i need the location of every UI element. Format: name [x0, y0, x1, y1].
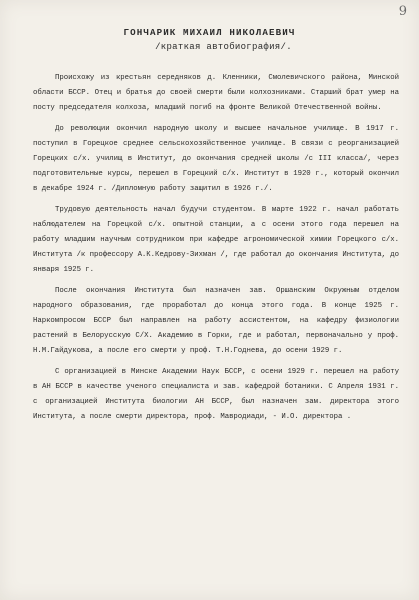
paragraph-early-work: Трудовую деятельность начал будучи студентом. В марте 1922 г. начал работать наблюдателем на Горецкой с/х. опытной станции, а с осени этого года перешел на работу младшим научным сотрудником при кафедре агрономической химии Горецкого с/х. Института /к профессору А.К.Кедрову-Зихман /, где работал до окончания Института, до января 1925 г.	[33, 206, 399, 274]
document-subtitle: /краткая автобиография/.	[155, 42, 292, 52]
page-number: 9	[398, 4, 407, 19]
paragraph-education: До революции окончил народную школу и высшее начальное училище. В 1917 г. поступил в Горецкое среднее сельскохозяйственное училище. В связи с реорганизацией Горецких с/х. училищ в Институт, до окончания средней школы /с III класса/, через подготовительные курсы, перешел в Горецкий с/х. Институт в 1920 г., который окончил в декабре 1924 г. /Дипломную работу защитил в 1926 г./.	[33, 125, 399, 193]
document-heading	[0, 26, 419, 54]
author-name: ГОНЧАРИК МИХАИЛ НИКОЛАЕВИЧ	[123, 27, 296, 38]
paragraph-origin: Происхожу из крестьян середняков д. Кленники, Смолевичского района, Минской области БССР. Отец и братья до своей смерти были колхозниками. Старший брат умер на посту председателя колхоза, младший погиб на фронте Великой Отечественной войны.	[33, 74, 399, 112]
paragraph-career: После окончания Института был назначен зав. Оршанским Окружным отделом народного образования, где проработал до конца этого года. В конце 1925 г. Наркомпросом БССР был направлен на работу ассистентом, на кафедру физиологии растений в Белорусскую С/Х. Академию в Горки, где и работал, первоначально у проф. Н.М.Гайдукова, а после его смерти у проф. Т.Н.Годнева, до осени 1929 г.	[33, 287, 399, 355]
paragraph-academy: С организацией в Минске Академии Наук БССР, с осени 1929 г. перешел на работу в АН БССР в качестве ученого специалиста и зав. кафедрой ботаники. С Апреля 1931 г. с организацией Института биологии АН БССР, был назначен зам. директора этого Института, а после смерти директора, проф. Мавродиади, - И.О. директора .	[33, 368, 399, 422]
document-body	[33, 71, 399, 431]
